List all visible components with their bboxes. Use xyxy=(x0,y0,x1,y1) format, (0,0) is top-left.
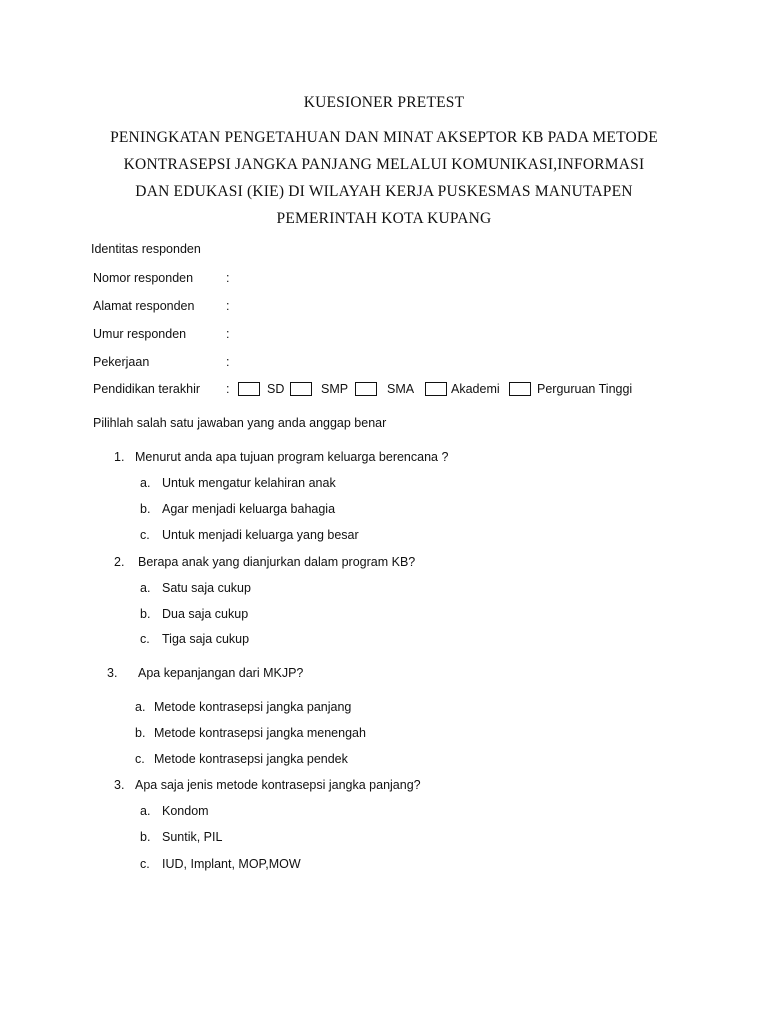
option-label-smp: SMP xyxy=(321,382,349,396)
field-label-pekerjaan: Pekerjaan xyxy=(93,355,150,369)
answer-option[interactable]: Satu saja cukup xyxy=(162,581,251,595)
answer-option[interactable]: Suntik, PIL xyxy=(162,830,223,844)
option-label-akademi: Akademi xyxy=(451,382,500,396)
question-text: Berapa anak yang dianjurkan dalam program KB? xyxy=(138,555,416,569)
field-colon-pendidikan: : xyxy=(226,382,230,396)
option-letter: a. xyxy=(140,476,151,490)
field-label-pendidikan: Pendidikan terakhir xyxy=(93,382,201,396)
question-number: 2. xyxy=(114,555,125,569)
answer-option[interactable]: IUD, Implant, MOP,MOW xyxy=(162,857,301,871)
document-subtitle: PENINGKATAN PENGETAHUAN DAN MINAT AKSEPTOR KB PADA METODE KONTRASEPSI JANGKA PANJANG MELALUI KOMUNIKASI,INFORMASI DAN EDUKASI (KIE) DI WILAYAH KERJA PUSKESMAS MANUTAPEN PEMERINTAH KOTA KUPANG xyxy=(110,129,658,227)
field-label-umur: Umur responden xyxy=(93,327,187,341)
option-letter: b. xyxy=(135,726,146,740)
option-letter: c. xyxy=(140,857,150,871)
answer-option[interactable]: Dua saja cukup xyxy=(162,607,249,621)
question-number: 1. xyxy=(114,450,125,464)
document-title: KUESIONER PRETEST xyxy=(303,94,465,111)
option-letter: b. xyxy=(140,830,151,844)
question-text: Apa saja jenis metode kontrasepsi jangka panjang? xyxy=(135,778,421,792)
question-number: 3. xyxy=(114,778,125,792)
field-colon-umur: : xyxy=(226,327,230,341)
option-letter: b. xyxy=(140,607,151,621)
option-letter: a. xyxy=(140,581,151,595)
option-label-sd: SD xyxy=(267,382,285,396)
option-label-perguruan-tinggi: Perguruan Tinggi xyxy=(537,382,633,396)
answer-option[interactable]: Untuk menjadi keluarga yang besar xyxy=(162,528,359,542)
answer-option[interactable]: Untuk mengatur kelahiran anak xyxy=(162,476,336,490)
checkbox-perguruan-tinggi[interactable] xyxy=(509,382,531,396)
field-colon-pekerjaan: : xyxy=(226,355,230,369)
option-letter: a. xyxy=(140,804,151,818)
answer-option[interactable]: Metode kontrasepsi jangka menengah xyxy=(154,726,366,740)
answer-option[interactable]: Agar menjadi keluarga bahagia xyxy=(162,502,336,516)
checkbox-sma[interactable] xyxy=(355,382,377,396)
field-label-alamat: Alamat responden xyxy=(93,299,195,313)
field-colon-nomor: : xyxy=(226,271,230,285)
field-label-nomor: Nomor responden xyxy=(93,271,194,285)
option-letter: c. xyxy=(135,752,145,766)
question-text: Menurut anda apa tujuan program keluarga berencana ? xyxy=(135,450,449,464)
question-text: Apa kepanjangan dari MKJP? xyxy=(138,666,304,680)
answer-option[interactable]: Kondom xyxy=(162,804,209,818)
identity-heading: Identitas responden xyxy=(91,242,201,256)
option-letter: c. xyxy=(140,528,150,542)
answer-option[interactable]: Metode kontrasepsi jangka panjang xyxy=(154,700,352,714)
instruction-text: Pilihlah salah satu jawaban yang anda anggap benar xyxy=(93,416,387,430)
checkbox-smp[interactable] xyxy=(290,382,312,396)
option-label-sma: SMA xyxy=(387,382,415,396)
option-letter: b. xyxy=(140,502,151,516)
checkbox-sd[interactable] xyxy=(238,382,260,396)
answer-option[interactable]: Metode kontrasepsi jangka pendek xyxy=(154,752,348,766)
option-letter: c. xyxy=(140,632,150,646)
checkbox-akademi[interactable] xyxy=(425,382,447,396)
answer-option[interactable]: Tiga saja cukup xyxy=(162,632,250,646)
option-letter: a. xyxy=(135,700,146,714)
question-number: 3. xyxy=(107,666,118,680)
field-colon-alamat: : xyxy=(226,299,230,313)
